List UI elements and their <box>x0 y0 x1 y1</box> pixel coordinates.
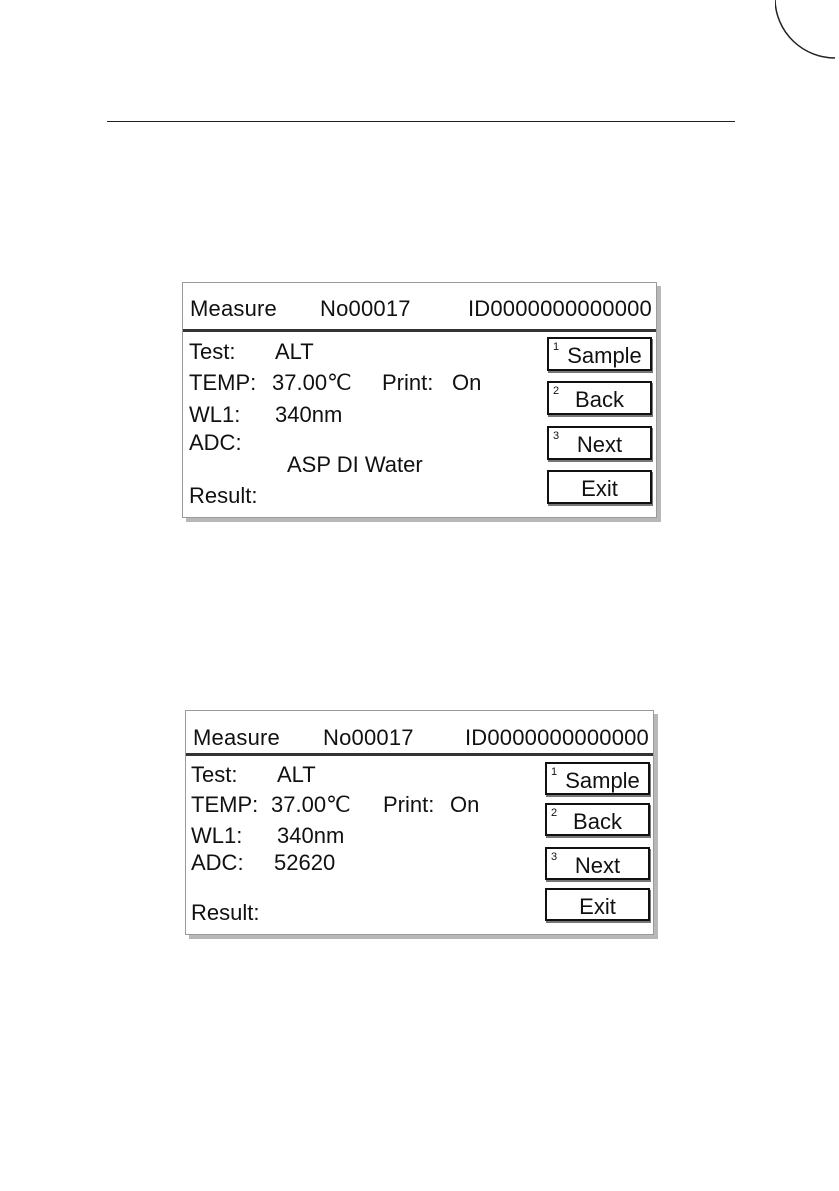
mode-title: Measure <box>190 296 277 321</box>
title-bar <box>183 283 656 332</box>
temp-value: 37.00℃ <box>272 370 352 395</box>
back-button[interactable] <box>547 381 652 415</box>
wl1-label: WL1: <box>191 823 243 848</box>
back-button-label: Back <box>575 387 624 412</box>
back-button-label: Back <box>573 809 622 834</box>
next-button-label: Next <box>574 853 621 878</box>
temp-label: TEMP: <box>189 370 257 395</box>
back-button-key: 2 <box>551 807 558 819</box>
sample-button-key: 1 <box>553 341 560 353</box>
next-button-label: Next <box>576 432 623 457</box>
mode-title: Measure <box>193 725 280 750</box>
print-value: On <box>452 370 482 395</box>
test-label: Test: <box>189 339 236 364</box>
print-label: Print: <box>382 370 434 395</box>
test-label: Test: <box>191 762 238 787</box>
header-rule <box>107 121 735 122</box>
next-button-key: 3 <box>551 851 558 863</box>
title-bar <box>186 711 653 756</box>
exit-button-label: Exit <box>579 894 616 919</box>
wl1-label: WL1: <box>189 402 241 427</box>
back-button-key: 2 <box>553 385 560 397</box>
adc-label: ADC: <box>189 430 242 455</box>
test-value: ALT <box>275 339 314 364</box>
sample-button[interactable] <box>547 337 652 371</box>
print-value: On <box>450 792 480 817</box>
result-label: Result: <box>189 483 258 508</box>
sample-button-label: Sample <box>565 768 640 793</box>
adc-value: 52620 <box>274 850 336 875</box>
record-number: No00017 <box>320 296 411 321</box>
status-message: ASP DI Water <box>287 452 423 477</box>
measure-screen-2 <box>185 710 654 935</box>
print-label: Print: <box>383 792 435 817</box>
wl1-value: 340nm <box>277 823 345 848</box>
sample-id: ID0000000000000 <box>467 296 652 321</box>
record-number: No00017 <box>323 725 414 750</box>
sample-button-key: 1 <box>551 766 558 778</box>
next-button-key: 3 <box>553 430 560 442</box>
sample-button-label: Sample <box>567 343 642 368</box>
exit-button-label: Exit <box>581 476 618 501</box>
temp-value: 37.00℃ <box>271 792 351 817</box>
next-button[interactable] <box>547 426 652 460</box>
wl1-value: 340nm <box>275 402 343 427</box>
sample-id: ID0000000000000 <box>464 725 649 750</box>
page-corner-arc <box>775 0 835 60</box>
measure-screen-1 <box>182 282 657 518</box>
test-value: ALT <box>277 762 316 787</box>
result-label: Result: <box>191 900 260 925</box>
next-button[interactable] <box>545 847 650 880</box>
temp-label: TEMP: <box>191 792 259 817</box>
exit-button[interactable] <box>545 888 650 921</box>
back-button[interactable] <box>545 803 650 836</box>
sample-button[interactable] <box>545 762 650 795</box>
exit-button[interactable] <box>547 470 652 504</box>
adc-label: ADC: <box>191 850 244 875</box>
